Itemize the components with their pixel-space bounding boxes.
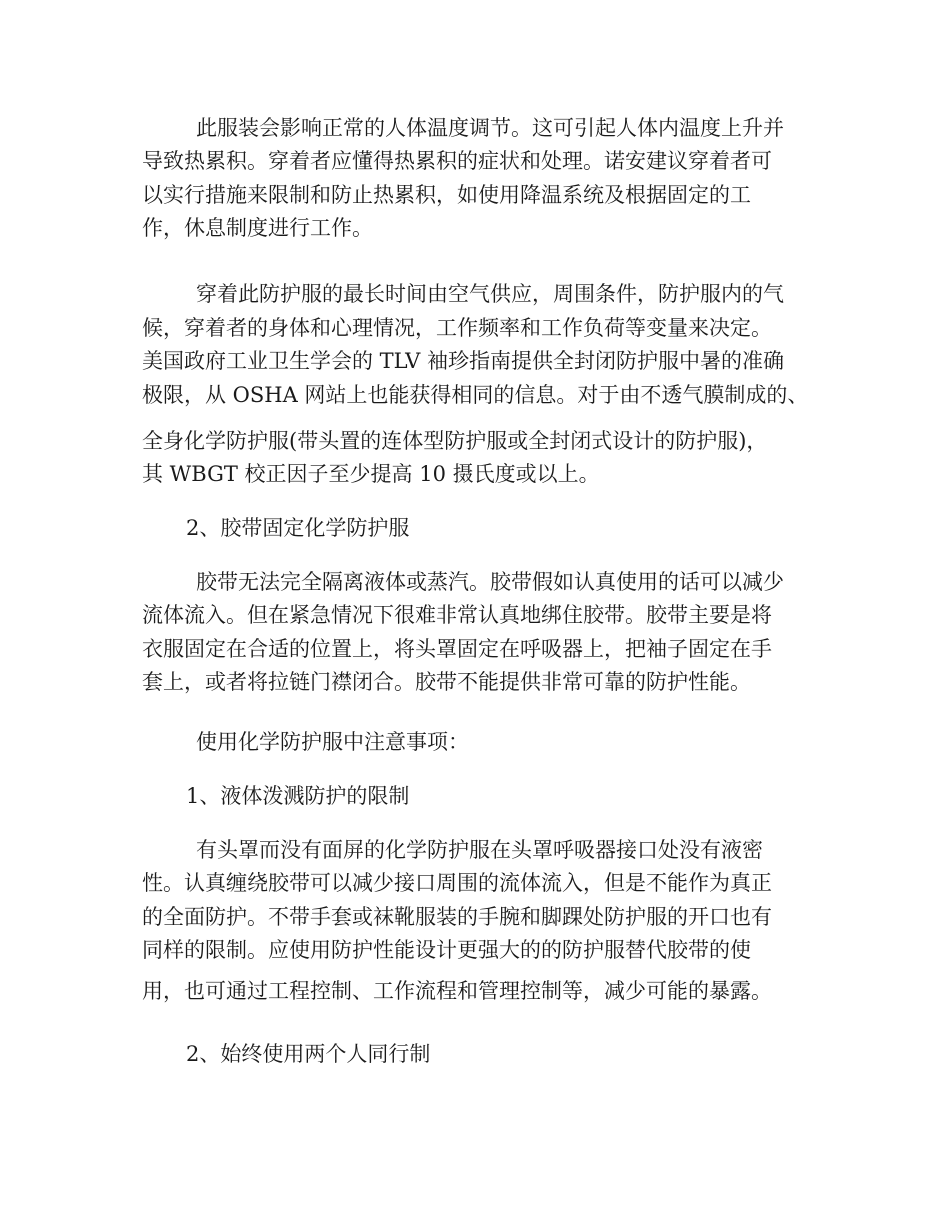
section-heading-tape-fixing: 2、胶带固定化学防护服 (186, 516, 410, 540)
paragraph-1-line-4: 作，休息制度进行工作。 (142, 216, 373, 240)
section-heading-buddy-system: 2、始终使用两个人同行制 (186, 1042, 431, 1066)
paragraph-2-line-5: 全身化学防护服(带头置的连体型防护服或全封闭式设计的防护服)， (142, 429, 768, 453)
paragraph-2-line-1: 穿着此防护服的最长时间由空气供应，周围条件，防护服内的气 (196, 282, 784, 306)
paragraph-2-line-4: 极限，从 OSHA 网站上也能获得相同的信息。对于由不透气膜制成的、 (142, 383, 809, 407)
paragraph-1-line-1: 此服装会影响正常的人体温度调节。这可引起人体内温度上升并 (196, 116, 784, 140)
paragraph-2-line-6: 其 WBGT 校正因子至少提高 10 摄氏度或以上。 (142, 462, 600, 486)
paragraph-2-line-2: 候，穿着者的身体和心理情况，工作频率和工作负荷等变量来决定。 (142, 316, 772, 340)
section-heading-precautions: 使用化学防护服中注意事项： (196, 730, 469, 754)
paragraph-1-line-3: 以实行措施来限制和防止热累积，如使用降温系统及根据固定的工 (142, 183, 751, 207)
section-heading-splash-limit: 1、液体泼溅防护的限制 (186, 784, 410, 808)
paragraph-3-line-2: 流体流入。但在紧急情况下很难非常认真地绑住胶带。胶带主要是将 (142, 603, 772, 627)
paragraph-2-line-3: 美国政府工业卫生学会的 TLV 袖珍指南提供全封闭防护服中暑的准确 (142, 349, 784, 373)
paragraph-3-line-1: 胶带无法完全隔离液体或蒸汽。胶带假如认真使用的话可以减少 (196, 570, 784, 594)
paragraph-3-line-3: 衣服固定在合适的位置上，将头罩固定在呼吸器上，把袖子固定在手 (142, 637, 772, 661)
paragraph-4-line-3: 的全面防护。不带手套或袜靴服装的手腕和脚踝处防护服的开口也有 (142, 905, 772, 929)
paragraph-4-line-1: 有头罩而没有面屏的化学防护服在头罩呼吸器接口处没有液密 (196, 838, 763, 862)
paragraph-4-line-4: 同样的限制。应使用防护性能设计更强大的的防护服替代胶带的使 (142, 938, 751, 962)
paragraph-1-line-2: 导致热累积。穿着者应懂得热累积的症状和处理。诺安建议穿着者可 (142, 149, 772, 173)
paragraph-4-line-2: 性。认真缠绕胶带可以减少接口周围的流体流入，但是不能作为真正 (142, 871, 772, 895)
paragraph-3-line-4: 套上，或者将拉链门襟闭合。胶带不能提供非常可靠的防护性能。 (142, 670, 751, 694)
paragraph-4-line-5: 用，也可通过工程控制、工作流程和管理控制等，减少可能的暴露。 (142, 979, 772, 1003)
